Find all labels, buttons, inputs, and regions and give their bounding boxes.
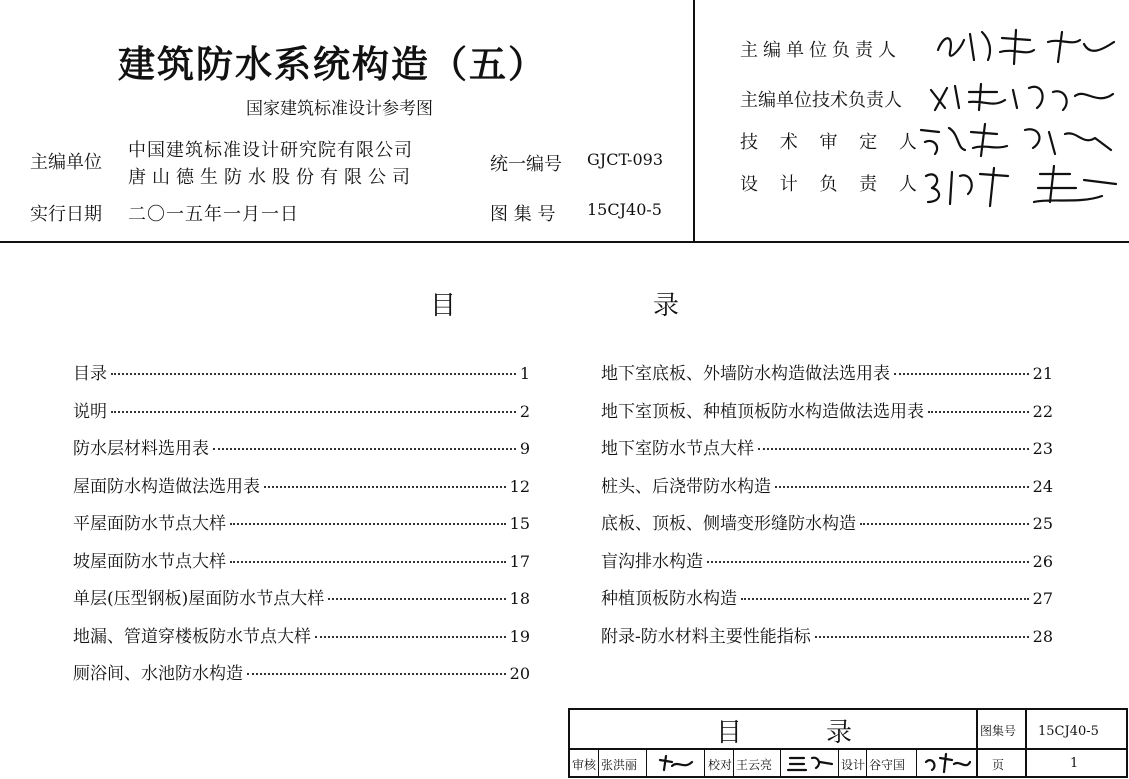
design-label: 设计 [841, 758, 866, 772]
toc-leader-dots [230, 561, 506, 563]
check-label: 校对 [708, 758, 733, 772]
toc-heading-left: 目 [430, 291, 457, 321]
signature-chief-unit-head [930, 20, 1120, 70]
toc-leader-dots [741, 598, 1029, 600]
toc-leader-dots [111, 373, 516, 375]
review-name: 张洪丽 [601, 758, 638, 772]
editor-unit-label: 主编单位 [30, 152, 102, 173]
toc-entry-page: 24 [1032, 476, 1053, 496]
toc-entry[interactable] [601, 397, 1053, 421]
toc-leader-dots [111, 411, 516, 413]
toc-leader-dots [247, 673, 506, 675]
page-value: 1 [1070, 756, 1079, 771]
effective-date-value: 二〇一五年一月一日 [128, 204, 299, 225]
toc-entry[interactable] [73, 359, 530, 383]
toc-entry[interactable] [601, 359, 1053, 383]
toc-leader-dots [213, 448, 516, 450]
role-chief-unit-head: 主编单位负责人 [740, 40, 901, 61]
toc-leader-dots [775, 486, 1029, 488]
toc-entry-page: 1 [519, 364, 530, 383]
signature-chief-technical-head [925, 78, 1125, 116]
design-signature [922, 752, 972, 774]
toc-entry-page: 18 [509, 589, 530, 608]
toc-entry[interactable] [601, 472, 1053, 496]
document-subtitle: 国家建筑标准设计参考图 [246, 99, 433, 119]
unified-code-label: 统一编号 [490, 154, 562, 175]
design-name: 谷守国 [869, 758, 906, 772]
toc-leader-dots [860, 523, 1029, 525]
title-block-vrule-2 [1025, 710, 1027, 776]
toc-entry-title: 盲沟排水构造 [601, 551, 703, 572]
role-chief-technical-head: 主编单位技术负责人 [740, 90, 902, 111]
toc-entry-page: 20 [509, 664, 530, 683]
toc-entry-page: 19 [509, 626, 530, 646]
title-block-title-right: 录 [826, 718, 853, 748]
toc-leader-dots [707, 561, 1029, 563]
toc-entry[interactable] [601, 622, 1053, 646]
review-label: 审核 [572, 758, 597, 772]
toc-leader-dots [815, 636, 1029, 638]
page-label: 页 [992, 758, 1005, 772]
toc-entry-page: 22 [1032, 401, 1053, 421]
signature-technical-reviewer [915, 120, 1120, 160]
toc-leader-dots [928, 411, 1029, 413]
review-signature [656, 752, 696, 774]
editor-unit-1: 中国建筑标准设计研究院有限公司 [128, 140, 413, 161]
toc-entry[interactable] [601, 584, 1053, 608]
toc-entry-page: 2 [519, 401, 530, 421]
check-name: 王云亮 [736, 758, 773, 772]
toc-entry-page: 25 [1032, 514, 1053, 533]
title-block-atlas-value: 15CJ40-5 [1038, 724, 1099, 739]
toc-entry-title: 坡屋面防水节点大样 [73, 551, 226, 572]
role-technical-reviewer: 技 术 审 定 人 [740, 132, 925, 153]
toc-heading-right: 录 [653, 291, 680, 321]
toc-entry[interactable] [73, 509, 530, 533]
toc-leader-dots [328, 598, 505, 600]
title-block [568, 708, 1128, 778]
toc-entry-title: 桩头、后浇带防水构造 [601, 476, 771, 497]
toc-entry[interactable] [601, 434, 1053, 458]
toc-entry-title: 防水层材料选用表 [73, 439, 209, 459]
title-block-vrule-1 [976, 710, 978, 776]
toc-entry-title: 地漏、管道穿楼板防水节点大样 [73, 626, 311, 647]
title-block-atlas-label: 图集号 [980, 724, 1017, 738]
unified-code-value: GJCT-093 [587, 150, 663, 169]
toc-entry-page: 9 [519, 439, 530, 458]
toc-entry-title: 单层(压型钢板)屋面防水节点大样 [73, 589, 325, 609]
signature-design-lead [920, 162, 1125, 210]
toc-entry-title: 厕浴间、水池防水构造 [73, 664, 243, 684]
title-block-title-left: 目 [716, 718, 743, 748]
toc-entry[interactable] [601, 509, 1053, 533]
toc-entry[interactable] [73, 434, 530, 458]
check-signature [786, 752, 836, 774]
toc-leader-dots [264, 486, 506, 488]
toc-entry-title: 地下室顶板、种植顶板防水构造做法选用表 [601, 401, 924, 422]
toc-entry[interactable] [73, 659, 530, 683]
toc-entry-title: 底板、顶板、侧墙变形缝防水构造 [601, 514, 856, 534]
toc-entry-page: 23 [1032, 439, 1053, 458]
header-bottom-rule [0, 241, 1129, 243]
toc-entry-page: 28 [1032, 626, 1053, 646]
toc-entry-page: 17 [509, 551, 530, 571]
toc-entry-title: 屋面防水构造做法选用表 [73, 476, 260, 497]
toc-entry-page: 12 [509, 476, 530, 496]
role-design-lead: 设 计 负 责 人 [740, 174, 925, 195]
effective-date-label: 实行日期 [30, 204, 102, 225]
toc-leader-dots [894, 373, 1029, 375]
toc-entry-title: 地下室防水节点大样 [601, 439, 754, 459]
atlas-number-label: 图 集 号 [490, 204, 556, 225]
toc-entry[interactable] [73, 397, 530, 421]
toc-leader-dots [758, 448, 1029, 450]
toc-leader-dots [230, 523, 506, 525]
toc-entry[interactable] [73, 584, 530, 608]
toc-entry-page: 27 [1032, 589, 1053, 608]
toc-entry[interactable] [73, 622, 530, 646]
toc-entry-title: 平屋面防水节点大样 [73, 514, 226, 534]
toc-entry-title: 附录-防水材料主要性能指标 [601, 626, 811, 647]
toc-entry-title: 地下室底板、外墙防水构造做法选用表 [601, 364, 890, 384]
toc-entry[interactable] [73, 472, 530, 496]
toc-entry-page: 21 [1032, 364, 1053, 383]
header-divider [693, 0, 695, 241]
toc-entry-page: 15 [509, 514, 530, 533]
toc-entry-title: 目录 [73, 364, 107, 384]
editor-unit-2: 唐山德生防水股份有限公司 [128, 167, 416, 188]
toc-entry[interactable] [601, 547, 1053, 571]
toc-entry-title: 种植顶板防水构造 [601, 589, 737, 609]
toc-entry-page: 26 [1032, 551, 1053, 571]
document-title: 建筑防水系统构造（五） [118, 42, 547, 86]
toc-leader-dots [315, 636, 506, 638]
atlas-number-value: 15CJ40-5 [587, 200, 662, 219]
toc-entry-title: 说明 [73, 401, 107, 422]
toc-entry[interactable] [73, 547, 530, 571]
